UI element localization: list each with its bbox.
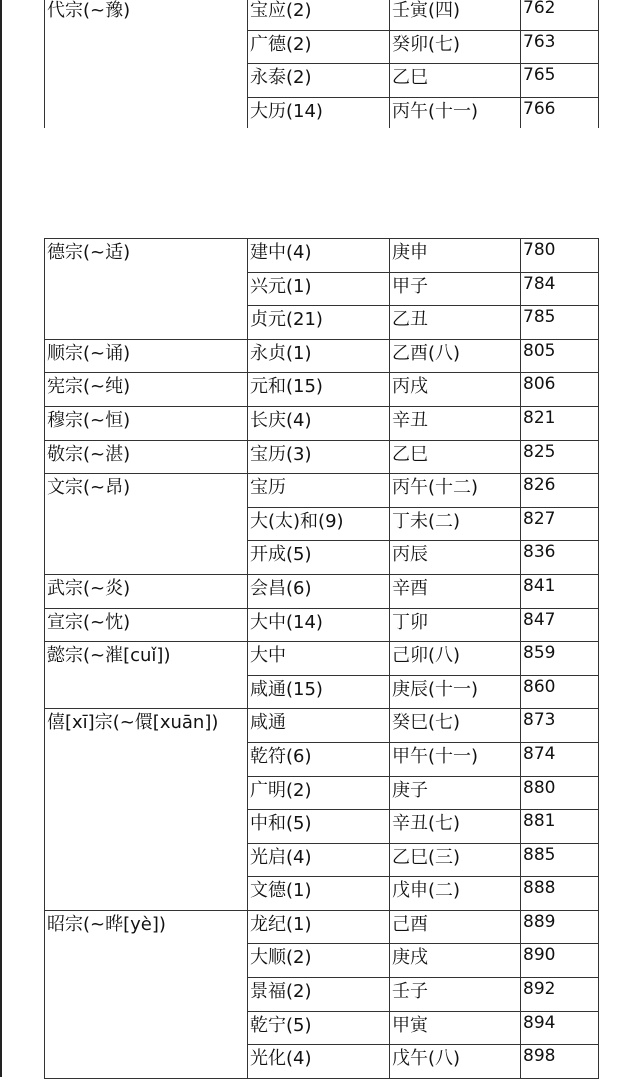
ganzhi-cell: 壬子 <box>390 978 521 1012</box>
era-name-cell: 光化(4) <box>248 1045 390 1079</box>
year-cell: 874 <box>521 742 599 776</box>
ganzhi-cell: 丁未(二) <box>390 507 521 541</box>
ganzhi-cell: 己卯(八) <box>390 642 521 676</box>
year-cell: 836 <box>521 541 599 575</box>
year-cell: 765 <box>521 64 599 98</box>
era-name-cell: 乾符(6) <box>248 742 390 776</box>
era-name-cell: 开成(5) <box>248 541 390 575</box>
ganzhi-cell: 庚申 <box>390 239 521 273</box>
table-row <box>45 709 599 743</box>
ganzhi-cell: 丁卯 <box>390 608 521 642</box>
table-row <box>45 0 599 30</box>
era-name-cell: 咸通 <box>248 709 390 743</box>
year-cell: 821 <box>521 406 599 440</box>
emperor-cell: 宣宗(~忱) <box>45 608 248 642</box>
era-name-cell: 宝历 <box>248 474 390 508</box>
ganzhi-cell: 丙辰 <box>390 541 521 575</box>
emperor-cell: 懿宗(~漼[cuǐ]) <box>45 642 248 709</box>
year-cell: 881 <box>521 810 599 844</box>
era-name-cell: 景福(2) <box>248 978 390 1012</box>
ganzhi-cell: 癸巳(七) <box>390 709 521 743</box>
emperor-cell: 僖[xī]宗(~儇[xuān]) <box>45 709 248 911</box>
year-cell: 785 <box>521 306 599 340</box>
year-cell: 766 <box>521 97 599 128</box>
era-name-cell: 中和(5) <box>248 810 390 844</box>
ganzhi-cell: 戊午(八) <box>390 1045 521 1079</box>
emperor-cell: 宪宗(~纯) <box>45 373 248 407</box>
year-cell: 898 <box>521 1045 599 1079</box>
year-cell: 888 <box>521 877 599 911</box>
ganzhi-cell: 乙酉(八) <box>390 339 521 373</box>
page-edge-line <box>0 0 2 1077</box>
era-name-cell: 会昌(6) <box>248 574 390 608</box>
year-cell: 873 <box>521 709 599 743</box>
table-row <box>45 339 599 373</box>
ganzhi-cell: 乙巳(三) <box>390 843 521 877</box>
table-row <box>45 642 599 676</box>
era-name-cell: 宝应(2) <box>248 0 390 30</box>
reign-table-top <box>44 0 599 128</box>
year-cell: 880 <box>521 776 599 810</box>
table-row <box>45 574 599 608</box>
table-row <box>45 239 599 273</box>
table-row <box>45 910 599 944</box>
ganzhi-cell: 辛丑 <box>390 406 521 440</box>
era-name-cell: 文德(1) <box>248 877 390 911</box>
reign-table-main <box>44 238 599 1083</box>
year-cell: 763 <box>521 30 599 64</box>
era-name-cell: 广德(2) <box>248 30 390 64</box>
ganzhi-cell: 丙午(十一) <box>390 97 521 128</box>
emperor-cell: 昭宗(~晔[yè]) <box>45 910 248 1078</box>
table-row <box>45 474 599 508</box>
emperor-cell: 敬宗(~湛) <box>45 440 248 474</box>
ganzhi-cell: 庚子 <box>390 776 521 810</box>
emperor-cell: 代宗(~豫) <box>45 0 248 128</box>
emperor-cell: 顺宗(~诵) <box>45 339 248 373</box>
year-cell: 826 <box>521 474 599 508</box>
era-name-cell: 咸通(15) <box>248 675 390 709</box>
ganzhi-cell: 己酉 <box>390 910 521 944</box>
ganzhi-cell: 甲子 <box>390 272 521 306</box>
ganzhi-cell: 甲午(十一) <box>390 742 521 776</box>
table-row <box>45 406 599 440</box>
era-name-cell: 宝历(3) <box>248 440 390 474</box>
year-cell: 806 <box>521 373 599 407</box>
year-cell: 894 <box>521 1011 599 1045</box>
year-cell: 890 <box>521 944 599 978</box>
era-name-cell: 永贞(1) <box>248 339 390 373</box>
table-row <box>45 440 599 474</box>
era-name-cell: 光启(4) <box>248 843 390 877</box>
ganzhi-cell: 戊申(二) <box>390 877 521 911</box>
table-row <box>45 608 599 642</box>
ganzhi-cell: 辛酉 <box>390 574 521 608</box>
ganzhi-cell: 壬寅(四) <box>390 0 521 30</box>
ganzhi-cell: 庚辰(十一) <box>390 675 521 709</box>
year-cell: 841 <box>521 574 599 608</box>
year-cell: 762 <box>521 0 599 30</box>
ganzhi-cell: 庚戌 <box>390 944 521 978</box>
era-name-cell: 大中 <box>248 642 390 676</box>
ganzhi-cell: 癸卯(七) <box>390 30 521 64</box>
year-cell: 805 <box>521 339 599 373</box>
era-name-cell: 元和(15) <box>248 373 390 407</box>
ganzhi-cell: 丙戌 <box>390 373 521 407</box>
year-cell: 784 <box>521 272 599 306</box>
ganzhi-cell: 乙巳 <box>390 440 521 474</box>
era-name-cell: 贞元(21) <box>248 306 390 340</box>
ganzhi-cell: 辛丑(七) <box>390 810 521 844</box>
ganzhi-cell: 甲寅 <box>390 1011 521 1045</box>
year-cell: 892 <box>521 978 599 1012</box>
emperor-cell: 穆宗(~恒) <box>45 406 248 440</box>
year-cell: 825 <box>521 440 599 474</box>
era-name-cell: 大历(14) <box>248 97 390 128</box>
era-name-cell: 乾宁(5) <box>248 1011 390 1045</box>
era-name-cell: 大(太)和(9) <box>248 507 390 541</box>
era-name-cell: 兴元(1) <box>248 272 390 306</box>
era-name-cell: 大顺(2) <box>248 944 390 978</box>
emperor-cell: 武宗(~炎) <box>45 574 248 608</box>
year-cell: 847 <box>521 608 599 642</box>
year-cell: 860 <box>521 675 599 709</box>
era-name-cell: 永泰(2) <box>248 64 390 98</box>
year-cell: 889 <box>521 910 599 944</box>
emperor-cell: 文宗(~昂) <box>45 474 248 575</box>
era-name-cell: 大中(14) <box>248 608 390 642</box>
era-name-cell: 建中(4) <box>248 239 390 273</box>
emperor-cell: 德宗(~适) <box>45 239 248 340</box>
year-cell: 827 <box>521 507 599 541</box>
table-row <box>45 373 599 407</box>
year-cell: 780 <box>521 239 599 273</box>
year-cell: 859 <box>521 642 599 676</box>
era-name-cell: 龙纪(1) <box>248 910 390 944</box>
era-name-cell: 长庆(4) <box>248 406 390 440</box>
year-cell: 885 <box>521 843 599 877</box>
ganzhi-cell: 乙巳 <box>390 64 521 98</box>
ganzhi-cell: 丙午(十二) <box>390 474 521 508</box>
ganzhi-cell: 乙丑 <box>390 306 521 340</box>
era-name-cell: 广明(2) <box>248 776 390 810</box>
